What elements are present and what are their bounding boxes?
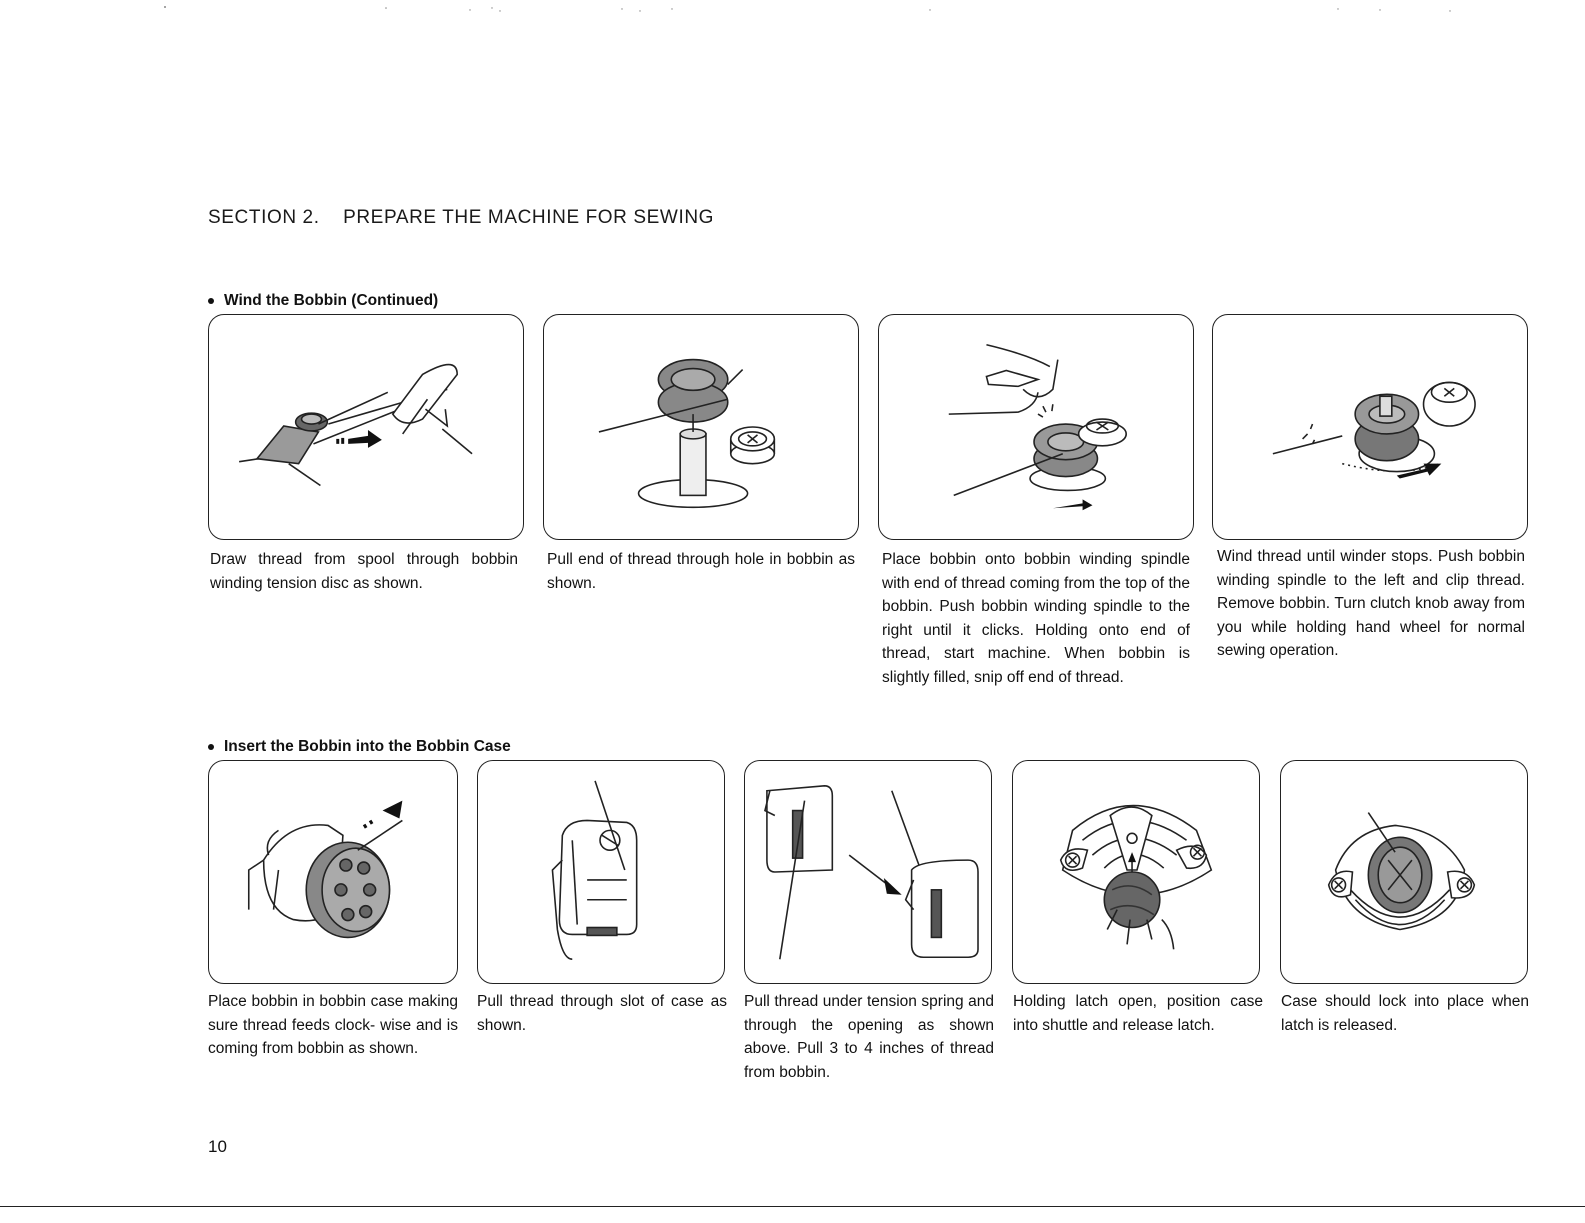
caption-bobbin-into-case: Place bobbin in bobbin case making sure thread feeds clock- wise and is coming from bobbin as shown.	[208, 993, 458, 1057]
winder-stop-illustration	[1213, 315, 1527, 539]
figure-case-locked	[1280, 760, 1528, 984]
bobbin-on-spindle-illustration	[879, 315, 1193, 539]
caption-case-locked: Case should lock into place when latch is released.	[1281, 993, 1529, 1034]
figure-bobbin-on-spindle	[878, 314, 1194, 540]
bullet-icon	[208, 744, 214, 750]
thread-through-slot-illustration	[478, 761, 724, 983]
insert-bobbin-heading-text: Insert the Bobbin into the Bobbin Case	[224, 738, 511, 755]
section-title: SECTION 2. PREPARE THE MACHINE FOR SEWING	[208, 207, 715, 228]
insert-bobbin-heading	[208, 738, 511, 756]
case-locked-illustration	[1281, 761, 1527, 983]
wind-bobbin-heading	[208, 292, 438, 310]
scan-specks	[0, 0, 1585, 24]
figure-bobbin-thread-hole	[543, 314, 859, 540]
figure-winder-stop	[1212, 314, 1528, 540]
bobbin-thread-hole-illustration	[544, 315, 858, 539]
caption-thread-through-slot: Pull thread through slot of case as shown.	[477, 993, 727, 1034]
figure-tension-spring	[744, 760, 992, 984]
case-into-shuttle-illustration	[1013, 761, 1259, 983]
figure-case-into-shuttle	[1012, 760, 1260, 984]
bottom-rule	[0, 1206, 1585, 1207]
figure-thread-through-slot	[477, 760, 725, 984]
caption-tension-spring: Pull thread under tension spring and through the opening as shown above. Pull 3 to 4 inches of thread from bobbin.	[744, 993, 994, 1081]
caption-winder-stop: Wind thread until winder stops. Push bobbin winding spindle to the left and clip thread. Remove bobbin. Turn clutch knob away from you while holding hand wheel for normal sewing operation.	[1217, 548, 1525, 659]
caption-bobbin-thread-hole: Pull end of thread through hole in bobbin as shown.	[547, 551, 855, 592]
thread-tension-disc-illustration	[209, 315, 523, 539]
caption-thread-tension-disc: Draw thread from spool through bobbin winding tension disc as shown.	[210, 551, 518, 592]
caption-bobbin-on-spindle: Place bobbin onto bobbin winding spindle with end of thread coming from the top of the bobbin. Push bobbin winding spindle to the right until it clicks. Holding onto end of thread, start machine. When bobbin is slightly filled, snip off end of thread.	[882, 551, 1190, 686]
figure-thread-tension-disc	[208, 314, 524, 540]
bobbin-into-case-illustration	[209, 761, 457, 983]
figure-bobbin-into-case	[208, 760, 458, 984]
page-number: 10	[208, 1137, 227, 1156]
caption-case-into-shuttle: Holding latch open, position case into shuttle and release latch.	[1013, 993, 1263, 1034]
wind-bobbin-heading-text: Wind the Bobbin (Continued)	[224, 292, 439, 309]
bullet-icon	[208, 298, 214, 304]
tension-spring-illustration	[745, 761, 991, 983]
